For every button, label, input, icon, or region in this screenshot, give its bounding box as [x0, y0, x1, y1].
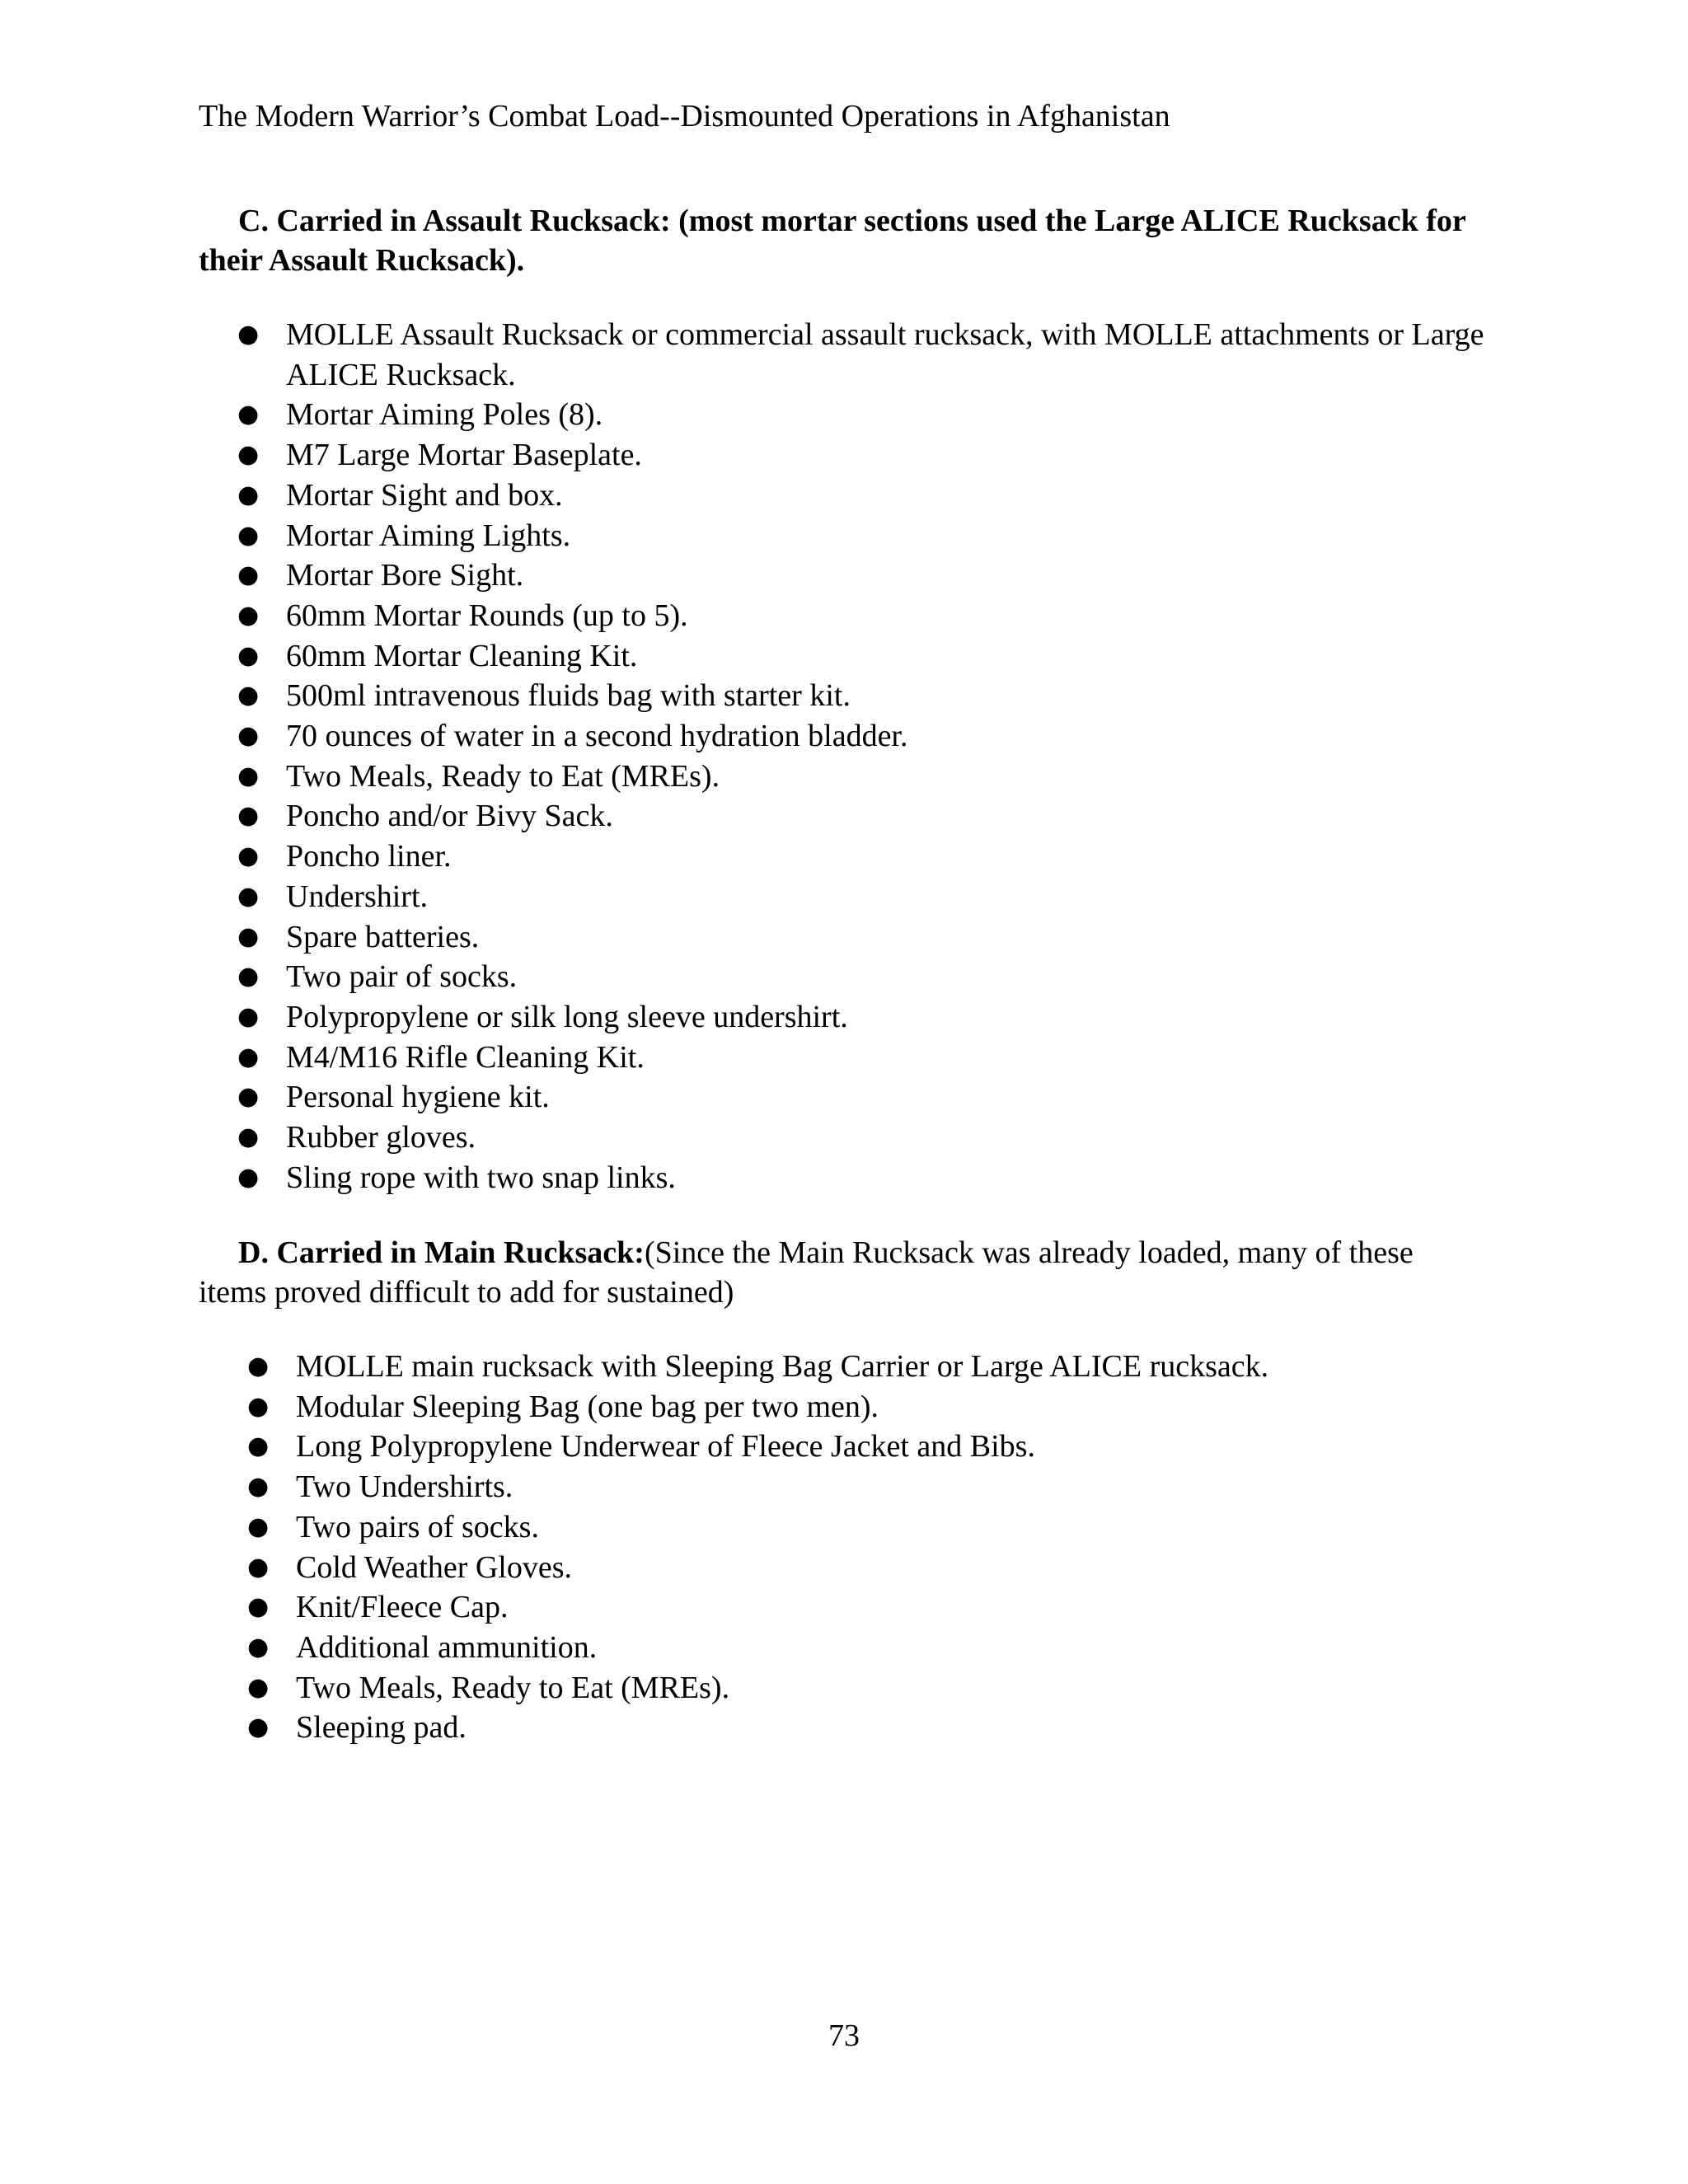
- list-item-text: Poncho and/or Bivy Sack.: [286, 799, 613, 834]
- list-item: [199, 555, 1484, 596]
- list-item-text: Cold Weather Gloves.: [296, 1549, 573, 1585]
- bullet-icon: ●: [237, 1001, 260, 1031]
- section-d-heading-title: D. Carried in Main Rucksack:: [238, 1235, 645, 1270]
- list-item: [199, 997, 1484, 1038]
- list-item: [199, 1587, 1484, 1628]
- list-item: [199, 1347, 1484, 1387]
- bullet-icon: ●: [247, 1352, 270, 1380]
- bullet-icon: ●: [247, 1511, 270, 1541]
- list-item: [199, 1158, 1484, 1198]
- list-item: [199, 1548, 1484, 1588]
- bullet-icon: ●: [237, 681, 260, 710]
- bullet-icon: ●: [247, 1632, 270, 1661]
- running-header: The Modern Warrior’s Combat Load--Dismounted Operations in Afghanistan: [199, 99, 1170, 134]
- bullet-icon: ●: [237, 1042, 260, 1071]
- list-item-text: Personal hygiene kit.: [286, 1080, 550, 1115]
- bullet-icon: ●: [237, 962, 260, 991]
- list-item-text: Two pairs of socks.: [296, 1509, 539, 1544]
- bullet-icon: ●: [247, 1713, 270, 1742]
- bullet-icon: ●: [237, 841, 260, 871]
- list-item-text: Polypropylene or silk long sleeve undershirt.: [286, 999, 848, 1034]
- list-item: [199, 796, 1484, 837]
- list-item-text: Mortar Aiming Lights.: [286, 518, 571, 553]
- section-d-list: [199, 1347, 1484, 1748]
- bullet-icon: ●: [237, 400, 260, 429]
- list-item: [199, 1708, 1484, 1748]
- list-item-text: 500ml intravenous fluids bag with starter kit.: [286, 678, 851, 714]
- bullet-icon: ●: [237, 921, 260, 951]
- page-number: 73: [828, 2018, 860, 2053]
- bullet-icon: ●: [247, 1472, 270, 1502]
- list-item: [199, 1467, 1484, 1507]
- list-item: [199, 917, 1484, 958]
- bullet-icon: ●: [237, 640, 260, 670]
- bullet-icon: ●: [237, 520, 260, 550]
- section-d: [199, 1233, 1484, 1312]
- list-item: [199, 837, 1484, 877]
- list-item: [199, 757, 1484, 797]
- bullet-icon: ●: [237, 560, 260, 590]
- bullet-icon: ●: [237, 480, 260, 509]
- list-item: [199, 395, 1484, 435]
- section-c-heading: C. Carried in Assault Rucksack: (most mortar sections used the Large ALICE Rucksack for their Assault Rucksack).: [199, 204, 1466, 278]
- list-item-text: 70 ounces of water in a second hydration bladder.: [286, 719, 908, 754]
- bullet-icon: ●: [237, 721, 260, 751]
- list-item: [199, 1077, 1484, 1118]
- section-d-heading: [199, 1233, 1484, 1312]
- list-item: [199, 596, 1484, 636]
- list-item-text: Long Polypropylene Underwear of Fleece Jacket and Bibs.: [296, 1429, 1035, 1465]
- bullet-icon: ●: [237, 440, 260, 470]
- list-item: [199, 476, 1484, 516]
- list-item: [199, 676, 1484, 716]
- list-item: [199, 636, 1484, 677]
- list-item-text: MOLLE main rucksack with Sleeping Bag Carrier or Large ALICE rucksack.: [296, 1349, 1269, 1384]
- list-item-text: Mortar Sight and box.: [286, 477, 563, 513]
- list-item-text: Additional ammunition.: [296, 1629, 598, 1665]
- list-item: [199, 877, 1484, 917]
- bullet-icon: ●: [237, 1082, 260, 1112]
- list-item: [199, 957, 1484, 997]
- list-item-text: Poncho liner.: [286, 839, 452, 874]
- list-item: [199, 1387, 1484, 1427]
- list-item-text: 60mm Mortar Rounds (up to 5).: [286, 598, 688, 633]
- bullet-icon: ●: [247, 1432, 270, 1461]
- list-item-text: Rubber gloves.: [286, 1120, 476, 1155]
- list-item-text: Spare batteries.: [286, 919, 480, 954]
- list-item-text: Knit/Fleece Cap.: [296, 1590, 509, 1625]
- bullet-icon: ●: [247, 1592, 270, 1622]
- list-item: [199, 1427, 1484, 1467]
- list-item-text: Sleeping pad.: [296, 1710, 467, 1746]
- list-item-text: Sling rope with two snap links.: [286, 1160, 676, 1195]
- section-d-heading-note: (Since the Main Rucksack was already loaded, many of these items proved difficult to add for sustained): [199, 1235, 1414, 1310]
- bullet-icon: ●: [237, 1162, 260, 1192]
- section-c: [199, 201, 1484, 280]
- list-item-text: 60mm Mortar Cleaning Kit.: [286, 638, 638, 673]
- bullet-icon: ●: [237, 320, 260, 349]
- list-item: [199, 1118, 1484, 1158]
- bullet-icon: ●: [237, 600, 260, 630]
- list-item-text: Two Undershirts.: [296, 1469, 513, 1505]
- list-item-text: Two pair of socks.: [286, 959, 518, 995]
- list-item-text: Two Meals, Ready to Eat (MREs).: [286, 758, 720, 794]
- list-item: [199, 1038, 1484, 1078]
- list-item: [199, 1628, 1484, 1668]
- bullet-icon: ●: [247, 1391, 270, 1421]
- list-item-text: M7 Large Mortar Baseplate.: [286, 438, 642, 473]
- list-item: [199, 1507, 1484, 1548]
- bullet-icon: ●: [247, 1552, 270, 1582]
- list-item: [199, 315, 1484, 395]
- list-item-text: Undershirt.: [286, 879, 429, 914]
- bullet-icon: ●: [237, 1122, 260, 1152]
- list-item: [199, 1668, 1484, 1708]
- list-item-text: Mortar Aiming Poles (8).: [286, 397, 603, 433]
- list-item-text: Two Meals, Ready to Eat (MREs).: [296, 1670, 730, 1705]
- list-item-text: MOLLE Assault Rucksack or commercial assault rucksack, with MOLLE attachments or Large ALICE Rucksack.: [286, 317, 1484, 392]
- bullet-icon: ●: [247, 1672, 270, 1702]
- section-c-list: [199, 315, 1484, 1197]
- list-item: [199, 716, 1484, 757]
- bullet-icon: ●: [237, 881, 260, 911]
- list-item-text: M4/M16 Rifle Cleaning Kit.: [286, 1039, 645, 1075]
- list-item: [199, 435, 1484, 476]
- bullet-icon: ●: [237, 801, 260, 831]
- list-item-text: Modular Sleeping Bag (one bag per two men).: [296, 1389, 879, 1424]
- list-item-text: Mortar Bore Sight.: [286, 558, 524, 593]
- bullet-icon: ●: [237, 761, 260, 790]
- list-item: [199, 516, 1484, 556]
